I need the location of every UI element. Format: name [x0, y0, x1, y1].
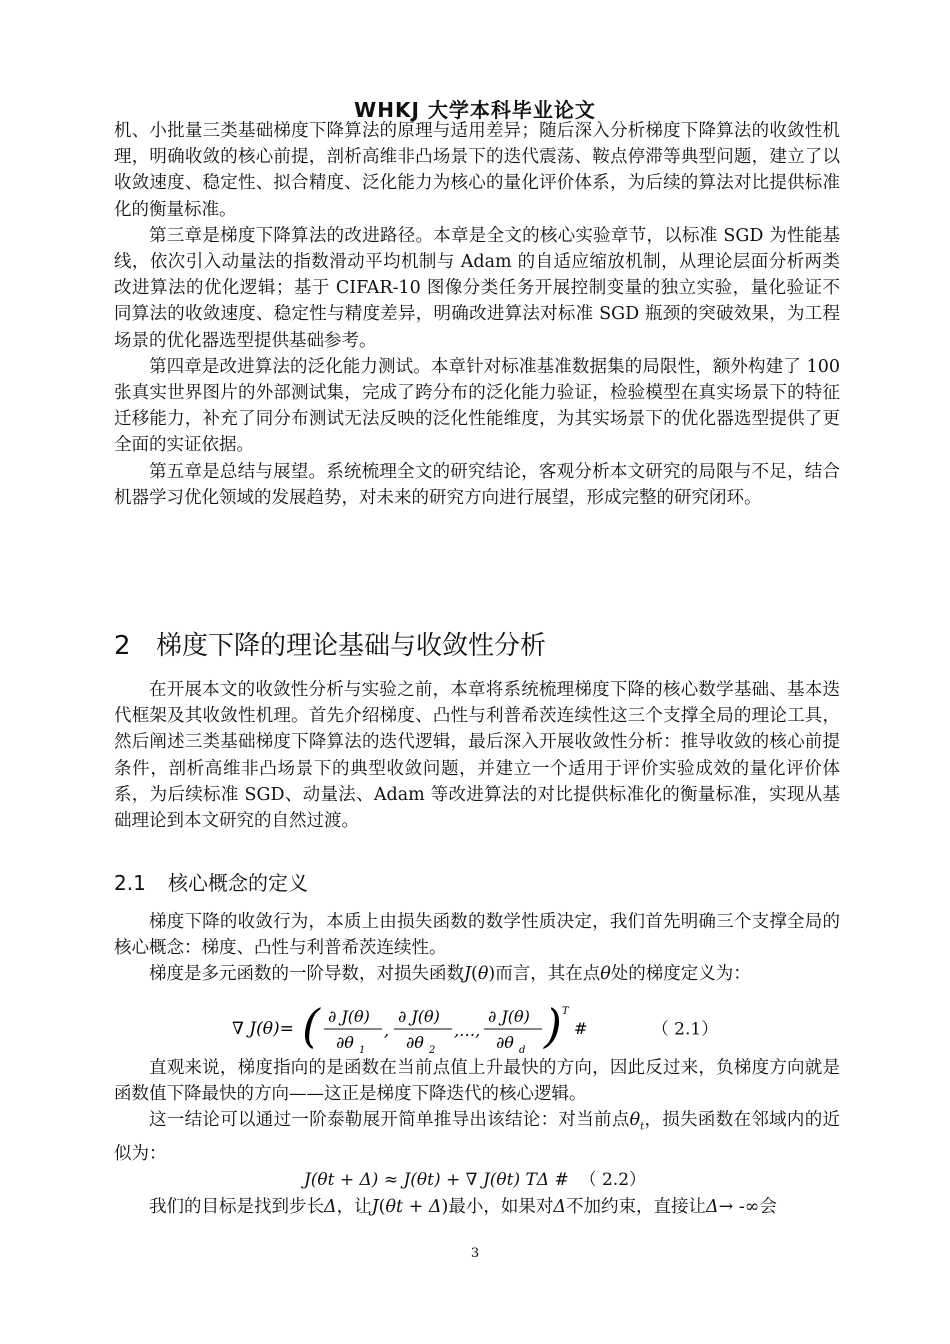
chapter-title: 梯度下降的理论基础与收敛性分析 [156, 631, 547, 661]
svg-text:∂ J(θ): ∂ J(θ) [487, 1007, 530, 1026]
equation-number: （ 2.2） [579, 1170, 647, 1190]
section-text-block [114, 909, 840, 988]
text-run: 梯度是多元函数的一阶导数，对损失函数 [149, 964, 464, 985]
svg-text:∂ J(θ): ∂ J(θ) [397, 1007, 440, 1026]
paragraph: 直观来说，梯度指向的是函数在当前点值上升最快的方向，因此反过来，负梯度方向就是函数值下降最快的方向——这正是梯度下降迭代的核心逻辑。 [114, 1058, 840, 1105]
svg-text:1: 1 [358, 1045, 366, 1056]
chapter-intro-block [114, 677, 840, 834]
gradient-equation [232, 1000, 652, 1060]
section-heading [114, 867, 308, 896]
paragraph: 这一结论可以通过一阶泰勒展开简单推导出该结论：对当前点$\theta_t$，损失函数在邻域内的近似为： [114, 1110, 841, 1165]
svg-text:∂θ: ∂θ [335, 1033, 354, 1052]
intro-text-block [114, 118, 840, 511]
text-run: 会 [759, 1197, 777, 1217]
paragraph: 第四章是改进算法的泛化能力测试。本章针对标准基准数据集的局限性，额外构建了 100 张真实世界图片的外部测试集，完成了跨分布的泛化能力验证，检验模型在真实场景下的特征迁移能力，补充了同分布测试无法反映的泛化性能维度，为其实场景下的优化器选型提供了更全面的实证依据。 [114, 356, 840, 456]
svg-text:): ) [543, 1000, 562, 1053]
svg-text:∂θ: ∂θ [495, 1033, 514, 1052]
paragraph: 机、小批量三类基础梯度下降算法的原理与适用差异；随后深入分析梯度下降算法的收敛性机理，明确收敛的核心前提，剖析高维非凸场景下的迭代震荡、鞍点停滞等典型问题，建立了以收敛速度、稳定性、拟合精度、泛化能力为核心的量化评价体系，为后续的算法对比提供标准化的衡量标准。 [114, 121, 840, 220]
text-run: 处的梯度定义为： [610, 964, 751, 985]
paragraph: 梯度是多元函数的一阶导数，对损失函数J(θ)而言，其在点θ处的梯度定义为： [149, 964, 751, 985]
section-title: 核心概念的定义 [168, 871, 308, 895]
svg-text:∂θ: ∂θ [405, 1033, 424, 1052]
svg-text:∂ J(θ): ∂ J(θ) [327, 1007, 370, 1026]
paragraph: 梯度下降的收敛行为，本质上由损失函数的数学性质决定，我们首先明确三个支撑全局的核心概念：梯度、凸性与利普希茨连续性。 [114, 912, 840, 959]
paragraph: 第五章是总结与展望。系统梳理全文的研究结论，客观分析本文研究的局限与不足，结合机器学习优化领域的发展趋势，对未来的研究方向进行展望，形成完整的研究闭环。 [114, 461, 840, 508]
text-run: 这一结论可以通过一阶泰勒展开简单推导出该结论：对当前点 [149, 1110, 630, 1131]
equation-number: （ 2.1） [651, 1019, 719, 1040]
paragraph: 第三章是梯度下降算法的改进路径。本章是全文的核心实验章节，以标准 SGD 为性能基线，依次引入动量法的指数滑动平均机制与 Adam 的自适应缩放机制，从理论层面分析两类改进算法的优化逻辑；基于 CIFAR-10 图像分类任务开展控制变量的独立实验，量化验证不同算法的收敛速度、稳定性与精度差异，明确改进算法对标准 SGD 瓶颈的突破效果，为工程场景的优化器选型提供基础参考。 [114, 225, 840, 351]
paragraph: 我们的目标是找到步长Δ，让J(θt + Δ)最小，如果对Δ不加约束，直接让Δ→ -∞会 [149, 1197, 777, 1217]
section-number: 2.1 [114, 871, 146, 895]
svg-text:,…,: ,…, [453, 1021, 480, 1040]
text-run: ，损失函数在邻域内的近似为： [114, 1110, 841, 1165]
section-text-block-3 [114, 1194, 840, 1220]
svg-text:#: # [573, 1019, 588, 1038]
section-text-block-2 [114, 1055, 840, 1167]
page-number: 3 [470, 1246, 480, 1261]
chapter-number: 2 [114, 631, 131, 661]
text-run: 最小，如果对 [448, 1197, 554, 1217]
paragraph: 在开展本文的收敛性分析与实验之前，本章将系统梳理梯度下降的核心数学基础、基本迭代框架及其收敛性机理。首先介绍梯度、凸性与利普希茨连续性这三个支撑全局的理论工具，然后阐述三类基础梯度下降算法的迭代逻辑，最后深入开展收敛性分析：推导收敛的核心前提条件，剖析高维非凸场景下的典型收敛问题，并建立一个适用于评价实验成效的量化评价体系，为后续标准 SGD、动量法、Adam 等改进算法的对比提供标准化的衡量标准，实现从基础理论到本文研究的自然过渡。 [114, 680, 840, 832]
svg-text:T: T [561, 1006, 569, 1017]
text-run: 不加约束，直接让 [565, 1197, 706, 1217]
svg-text:,: , [383, 1021, 389, 1040]
chapter-heading [114, 625, 546, 662]
text-run: ，让 [336, 1197, 372, 1217]
text-run: 我们的目标是找到步长 [149, 1197, 324, 1217]
svg-text:d: d [518, 1045, 526, 1056]
equation-2-1 [0, 1000, 950, 1060]
equation-2-2 [0, 1165, 950, 1190]
svg-text:(: ( [301, 1000, 320, 1053]
svg-text:2: 2 [428, 1045, 436, 1056]
running-header: WHKJ 大学本科毕业论文 [354, 98, 596, 122]
text-run: 而言，其在点 [495, 964, 601, 985]
taylor-equation: J(θt + Δ) ≈ J(θt) + ∇ J(θt) TΔ # [303, 1170, 569, 1190]
svg-text:∇ J(θ)=: ∇ J(θ)= [231, 1019, 294, 1039]
